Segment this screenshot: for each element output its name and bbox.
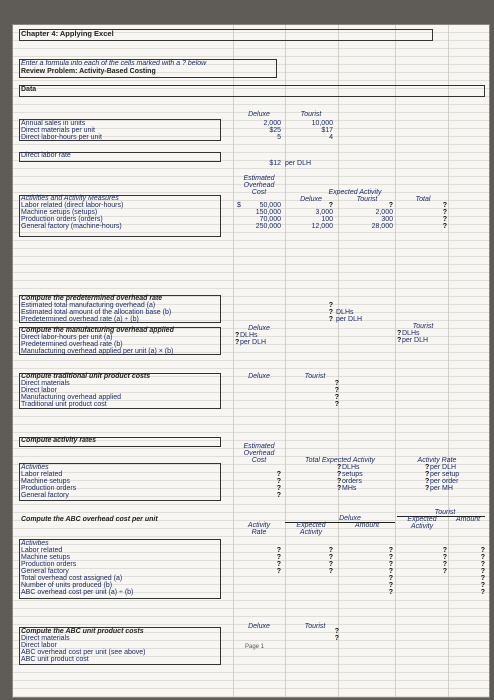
data-cell: 5 xyxy=(277,134,281,141)
activity-rate-unit: DLHs xyxy=(342,464,360,471)
abc-total-label: ABC overhead cost per unit (a) ÷ (b) xyxy=(21,589,134,596)
abc-cost-cell: ? xyxy=(328,554,333,561)
abc-row-label: General factory xyxy=(21,568,69,575)
activity-label: Activity xyxy=(299,529,323,536)
mfg-applied-value: ? xyxy=(235,339,240,346)
mfg-applied-value: ? xyxy=(397,337,402,344)
abc-cost-cell: ? xyxy=(276,554,281,561)
activity-rate-cost: ? xyxy=(276,478,281,485)
labor-rate-label: Direct labor rate xyxy=(21,152,71,159)
activity-total: ? xyxy=(442,216,447,223)
activity-rate-value: ? xyxy=(425,485,430,492)
activity-row-label: Production orders (orders) xyxy=(21,216,103,223)
abc-cost-cell: ? xyxy=(442,554,447,561)
abc-cost-header: Activities xyxy=(21,540,49,547)
activity-rate-expected: ? xyxy=(337,464,342,471)
activity-cost: 70,000 xyxy=(259,216,281,223)
mfg-applied-unit: per DLH xyxy=(402,337,429,344)
activity-total: ? xyxy=(442,209,447,216)
abc-cost-cell: ? xyxy=(328,547,333,554)
abc-cost-cell: ? xyxy=(388,568,393,575)
abc-total-label: Number of units produced (b) xyxy=(21,582,113,589)
activity-rate-rate-unit: per MH xyxy=(430,485,453,492)
page-title: Chapter 4: Applying Excel xyxy=(21,29,114,38)
predetermined-value: ? xyxy=(328,316,333,323)
tourist-header: Tourist xyxy=(304,373,326,380)
activity-cost: 250,000 xyxy=(255,223,281,230)
mfg-applied-value: ? xyxy=(397,330,402,337)
predetermined-line: Predetermined overhead rate (a) ÷ (b) xyxy=(21,316,139,323)
estimated-label: Estimated xyxy=(243,175,275,182)
tourist-header: Tourist xyxy=(412,323,434,330)
abc-cost-cell: ? xyxy=(442,568,447,575)
amount-label: Amount xyxy=(455,516,481,523)
predetermined-title: Compute the predetermined overhead rate xyxy=(21,295,163,302)
activity-rate-unit: MHs xyxy=(342,485,357,492)
data-row-label: Direct materials per unit xyxy=(21,127,95,134)
overhead-label: Overhead xyxy=(243,450,275,457)
activity-rate-row-label: Production orders xyxy=(21,485,77,492)
activity-cost: 150,000 xyxy=(255,209,281,216)
abc-unit-line: Direct labor xyxy=(21,642,57,649)
abc-total-cell: ? xyxy=(480,575,485,582)
abc-row-label: Labor related xyxy=(21,547,63,554)
data-cell: $17 xyxy=(321,127,333,134)
abc-unit-line: ABC unit product cost xyxy=(21,656,89,663)
abc-cost-title: Compute the ABC overhead cost per unit xyxy=(21,516,158,523)
abc-cost-cell: ? xyxy=(276,568,281,575)
predetermined-value: ? xyxy=(328,302,333,309)
traditional-line: Direct labor xyxy=(21,387,57,394)
deluxe-header: Deluxe xyxy=(248,111,270,118)
rate-label: Rate xyxy=(251,529,267,536)
data-cell: 10,000 xyxy=(311,120,333,127)
spreadsheet-page xyxy=(12,24,490,698)
activity-row-label: Labor related (direct labor-hours) xyxy=(21,202,124,209)
activity-rate-rate-unit: per DLH xyxy=(430,464,457,471)
abc-cost-cell: ? xyxy=(442,561,447,568)
predetermined-value: ? xyxy=(328,309,333,316)
total-header: Total xyxy=(415,196,431,203)
mfg-applied-line: Manufacturing overhead applied per unit (a) × (b) xyxy=(21,348,174,355)
activity-tourist: 300 xyxy=(381,216,393,223)
abc-cost-cell: ? xyxy=(276,547,281,554)
activity-rate-value: ? xyxy=(425,478,430,485)
labor-rate-value: $12 xyxy=(269,160,281,167)
abc-cost-cell: ? xyxy=(388,561,393,568)
activity-rate-row-label: Labor related xyxy=(21,471,63,478)
activity-rate-row-label: General factory xyxy=(21,492,69,499)
activity-cost: 50,000 xyxy=(259,202,281,209)
activities-title: Activities and Activity Measures xyxy=(21,195,119,202)
abc-cost-cell: ? xyxy=(388,554,393,561)
traditional-value: ? xyxy=(334,380,339,387)
expected-label: Expected xyxy=(296,522,326,529)
activity-row-label: General factory (machine-hours) xyxy=(21,223,122,230)
mfg-applied-line: Predetermined overhead rate (b) xyxy=(21,341,123,348)
activity-rate-cost: ? xyxy=(276,485,281,492)
abc-row-label: Production orders xyxy=(21,561,77,568)
abc-unit-title: Compute the ABC unit product costs xyxy=(21,628,144,635)
abc-unit-line: ABC overhead cost per unit (see above) xyxy=(21,649,146,656)
activity-rate-expected: ? xyxy=(337,471,342,478)
total-expected-label: Total Expected Activity xyxy=(305,457,375,464)
tourist-header: Tourist xyxy=(356,196,378,203)
review-problem-title: Review Problem: Activity-Based Costing xyxy=(21,68,156,75)
data-cell: $25 xyxy=(269,127,281,134)
activity-row-label: Machine setups (setups) xyxy=(21,209,98,216)
cost-label: Cost xyxy=(251,189,267,196)
overhead-label: Overhead xyxy=(243,182,275,189)
expected-label: Expected xyxy=(407,516,437,523)
tourist-header: Tourist xyxy=(434,509,456,516)
instruction-text: Enter a formula into each of the cells marked with a ? below xyxy=(21,60,207,67)
activity-label: Activity xyxy=(247,522,271,529)
traditional-value: ? xyxy=(334,401,339,408)
abc-cost-cell: ? xyxy=(276,561,281,568)
mfg-applied-value: ? xyxy=(235,332,240,339)
activity-tourist: ? xyxy=(388,202,393,209)
activity-deluxe: 12,000 xyxy=(311,223,333,230)
deluxe-header: Deluxe xyxy=(339,515,361,522)
activity-rate-rate-unit: per setup xyxy=(430,471,460,478)
mfg-applied-line: Direct labor-hours per unit (a) xyxy=(21,334,113,341)
deluxe-header: Deluxe xyxy=(248,325,270,332)
activity-label: Activity xyxy=(410,523,434,530)
traditional-line: Direct materials xyxy=(21,380,70,387)
activity-tourist: 28,000 xyxy=(371,223,393,230)
abc-total-cell: ? xyxy=(388,589,393,596)
data-cell: 2,000 xyxy=(263,120,281,127)
abc-cost-cell: ? xyxy=(388,547,393,554)
predetermined-line: Estimated total amount of the allocation base (b) xyxy=(21,309,172,316)
abc-cost-cell: ? xyxy=(480,554,485,561)
activity-deluxe: 3,000 xyxy=(315,209,333,216)
activity-rates-title: Compute activity rates xyxy=(21,437,97,444)
mfg-applied-title: Compute the manufacturing overhead applied xyxy=(21,327,174,334)
abc-cost-cell: ? xyxy=(328,561,333,568)
abc-unit-line: Direct materials xyxy=(21,635,70,642)
traditional-line: Manufacturing overhead applied xyxy=(21,394,122,401)
traditional-value: ? xyxy=(334,387,339,394)
mfg-applied-unit: DLHs xyxy=(240,332,258,339)
abc-total-cell: ? xyxy=(388,575,393,582)
page-number: Page 1 xyxy=(245,644,265,650)
tourist-header: Tourist xyxy=(304,623,326,630)
abc-total-cell: ? xyxy=(480,582,485,589)
data-label: Data xyxy=(21,86,37,93)
data-row-label: Annual sales in units xyxy=(21,120,86,127)
abc-cost-cell: ? xyxy=(480,547,485,554)
activity-tourist: 2,000 xyxy=(375,209,393,216)
tourist-header: Tourist xyxy=(300,111,322,118)
activity-rates-header: Activities xyxy=(21,464,49,471)
activity-rate-cost: ? xyxy=(276,492,281,499)
data-box xyxy=(19,85,485,97)
amount-label: Amount xyxy=(354,522,380,529)
activity-total: ? xyxy=(442,202,447,209)
abc-row-label: Machine setups xyxy=(21,554,71,561)
activity-rate-expected: ? xyxy=(337,478,342,485)
activity-rate-expected: ? xyxy=(337,485,342,492)
activity-deluxe: ? xyxy=(328,202,333,209)
traditional-line: Traditional unit product cost xyxy=(21,401,107,408)
activity-rate-rate-unit: per order xyxy=(430,478,459,485)
activity-rate-unit: setups xyxy=(342,471,363,478)
traditional-value: ? xyxy=(334,394,339,401)
expected-activity-label: Expected Activity xyxy=(328,189,382,196)
abc-total-cell: ? xyxy=(388,582,393,589)
abc-total-cell: ? xyxy=(480,589,485,596)
deluxe-header: Deluxe xyxy=(300,196,322,203)
traditional-title: Compute traditional unit product costs xyxy=(21,373,151,380)
activity-deluxe: 100 xyxy=(321,216,333,223)
abc-unit-value: ? xyxy=(334,628,339,635)
abc-cost-cell: ? xyxy=(480,568,485,575)
activity-rate-cost: ? xyxy=(276,471,281,478)
deluxe-header: Deluxe xyxy=(248,623,270,630)
data-row-label: Direct labor-hours per unit xyxy=(21,134,102,141)
abc-cost-cell: ? xyxy=(328,568,333,575)
data-cell: 4 xyxy=(329,134,333,141)
mfg-applied-unit: per DLH xyxy=(240,339,267,346)
labor-rate-unit: per DLH xyxy=(285,160,312,167)
activity-rate-unit: orders xyxy=(342,478,362,485)
predetermined-unit: per DLH xyxy=(336,316,363,323)
cost-label: Cost xyxy=(251,457,267,464)
abc-cost-cell: ? xyxy=(480,561,485,568)
estimated-label: Estimated xyxy=(243,443,275,450)
activity-rate-value: ? xyxy=(425,464,430,471)
deluxe-header: Deluxe xyxy=(248,373,270,380)
predetermined-line: Estimated total manufacturing overhead (a) xyxy=(21,302,156,309)
abc-cost-cell: ? xyxy=(442,547,447,554)
mfg-applied-unit: DLHs xyxy=(402,330,420,337)
abc-total-label: Total overhead cost assigned (a) xyxy=(21,575,123,582)
activity-rate-row-label: Machine setups xyxy=(21,478,71,485)
abc-unit-value: ? xyxy=(334,635,339,642)
dollar-sign: $ xyxy=(237,202,241,209)
activity-rate-value: ? xyxy=(425,471,430,478)
predetermined-unit: DLHs xyxy=(336,309,354,316)
activity-rate-label: Activity Rate xyxy=(417,457,457,464)
activity-total: ? xyxy=(442,223,447,230)
